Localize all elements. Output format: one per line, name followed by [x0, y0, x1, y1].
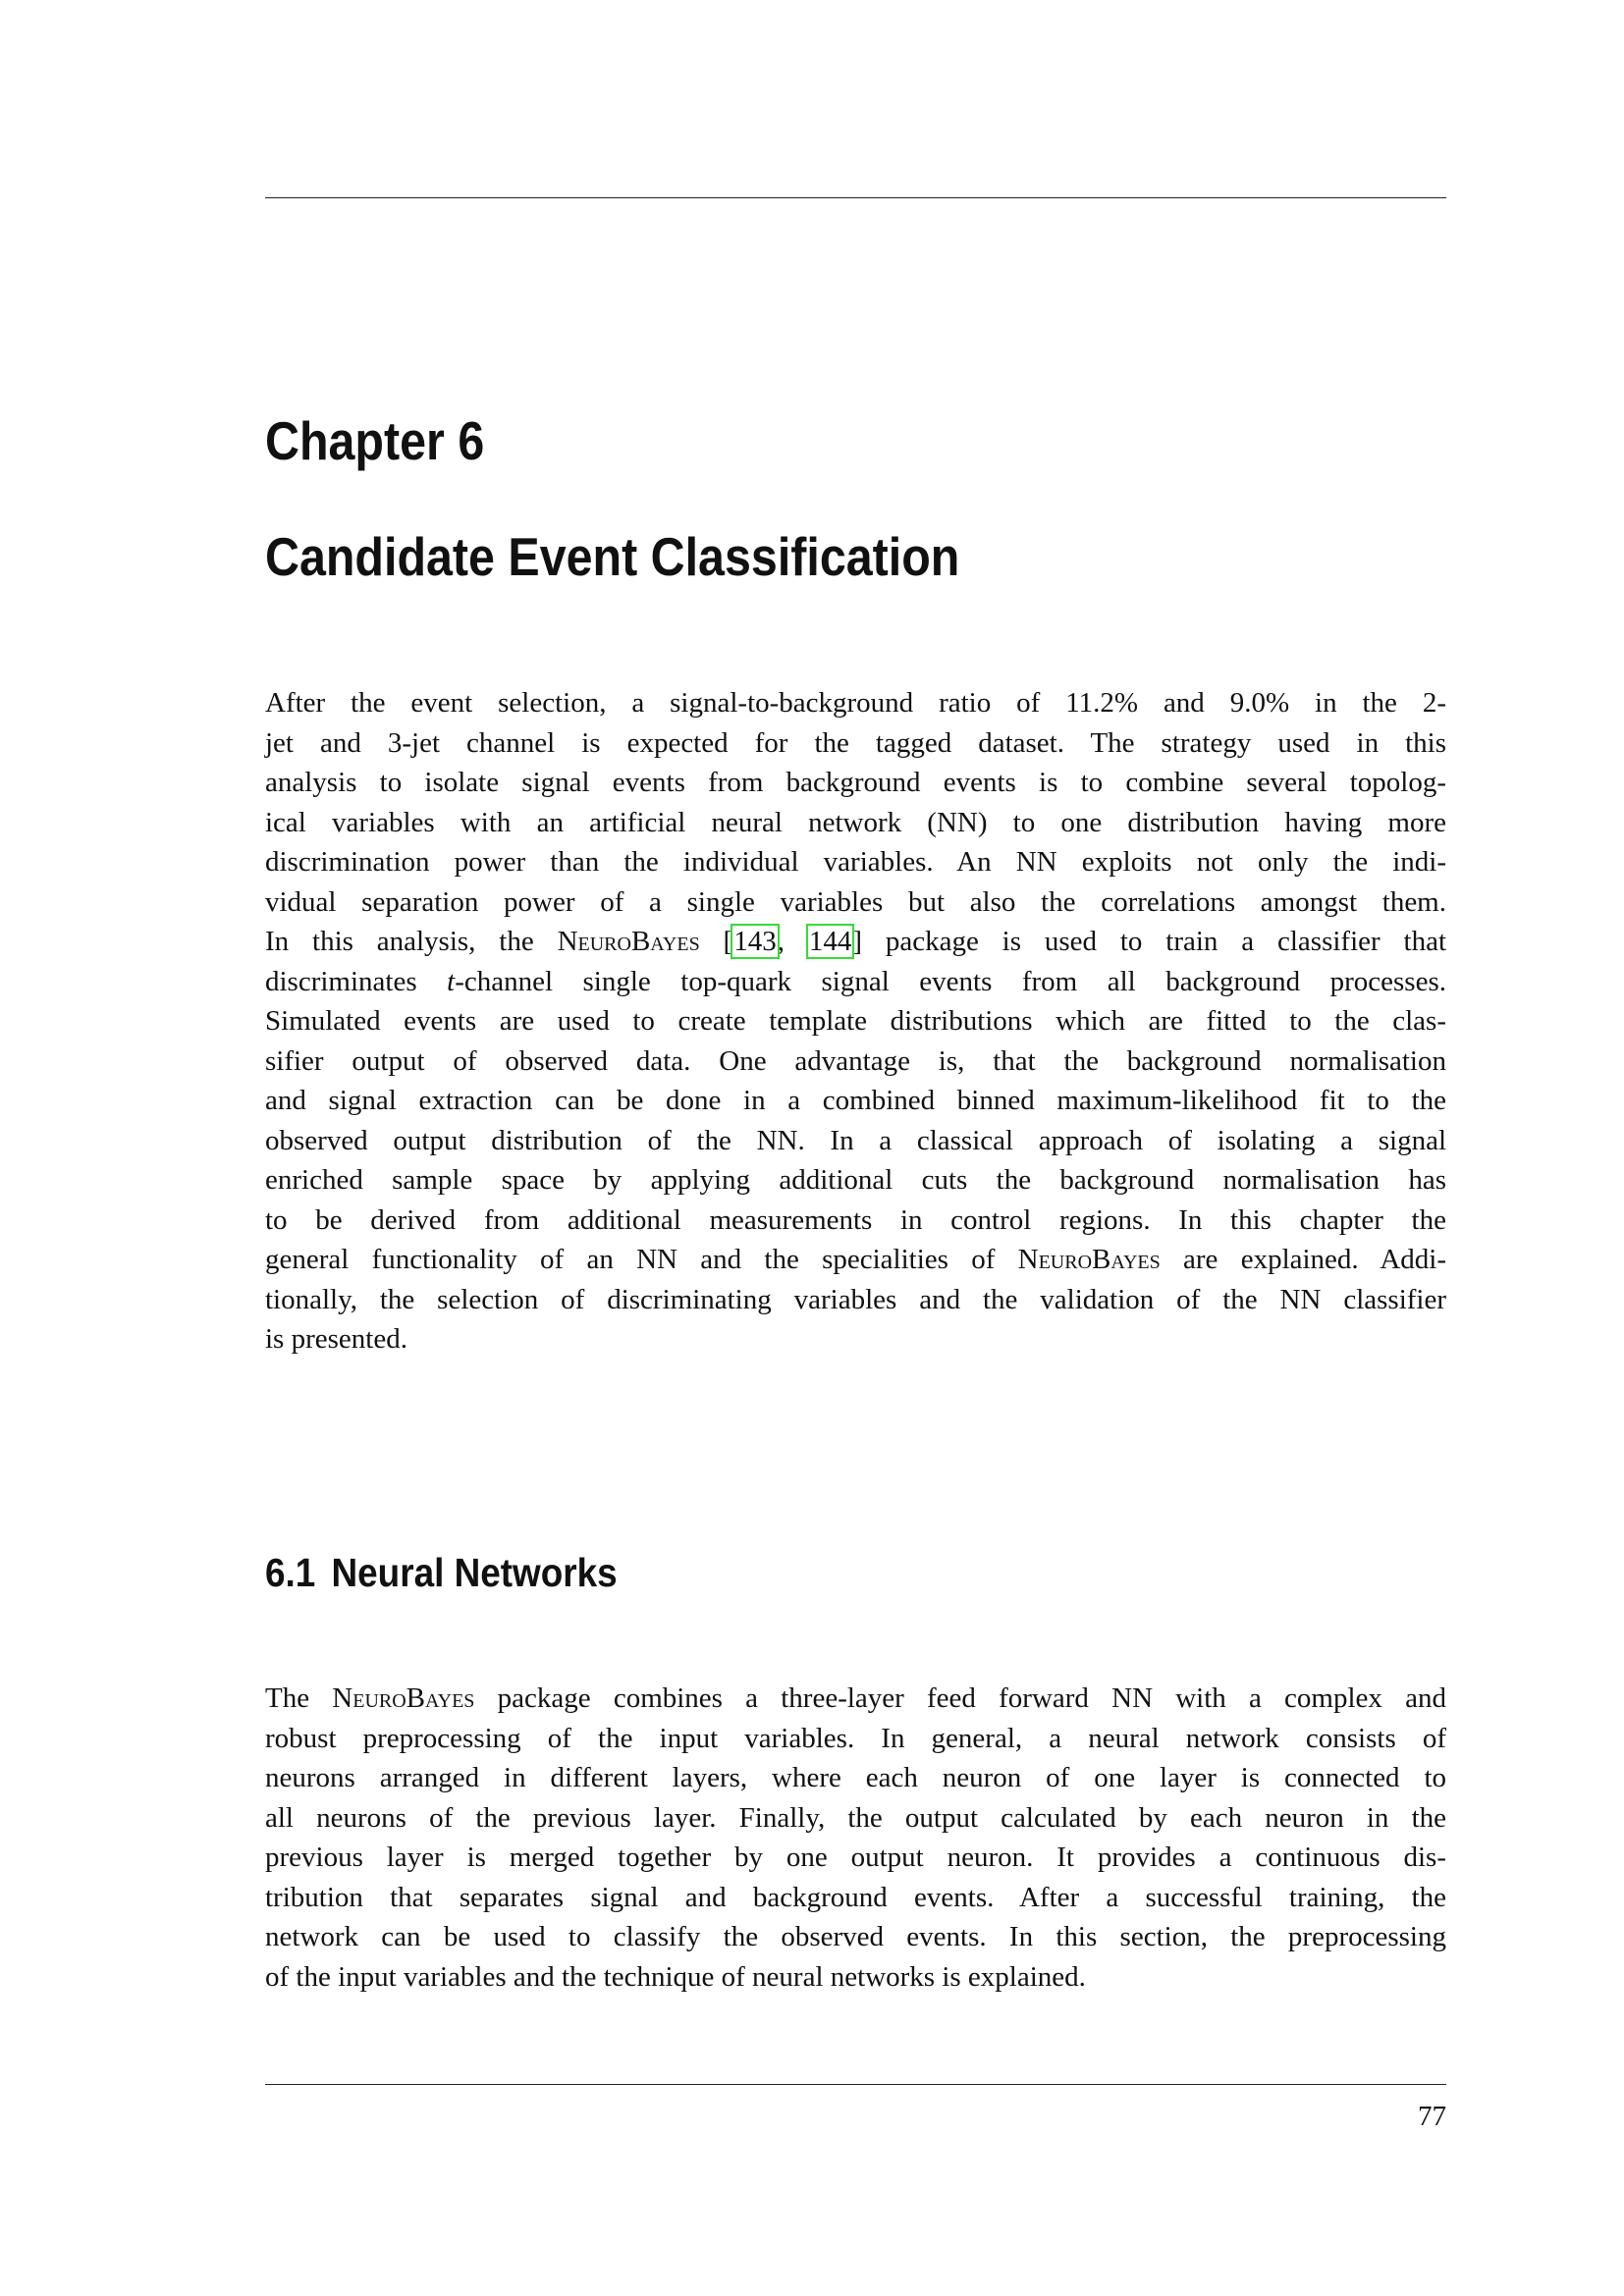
- text-segment: enriched sample space by applying additional cuts the background normalisation has: [265, 1164, 1446, 1196]
- text-segment: Simulated events are used to create template distributions which are fitted to the clas-: [265, 1005, 1446, 1037]
- text-line: [265, 1240, 1446, 1280]
- text-segment: of the input variables and the technique of neural networks is explained.: [265, 1960, 1086, 1993]
- text-line: [265, 1041, 1446, 1082]
- text-line: [265, 1081, 1446, 1121]
- chapter-title: Candidate Event Classification: [265, 526, 960, 587]
- text-segment: and signal extraction can be done in a combined binned maximum-likelihood fit to the: [265, 1085, 1446, 1116]
- text-segment: vidual separation power of a single variables but also the correlations amongst them.: [265, 885, 1446, 918]
- text-line: [265, 842, 1446, 882]
- text-segment: jet and 3-jet channel is expected for the tagged dataset. The strategy used in this: [265, 726, 1446, 759]
- text-line: [265, 1917, 1446, 1957]
- software-name: NeuroBayes: [1017, 1244, 1161, 1275]
- text-segment: sifier output of observed data. One advantage is, that the background normalisation: [265, 1044, 1446, 1077]
- software-name: NeuroBayes: [557, 926, 700, 957]
- text-line: [265, 763, 1446, 803]
- footer-rule: [265, 2084, 1446, 2085]
- text-line: [265, 1679, 1446, 1719]
- text-line: [265, 1319, 1446, 1360]
- header-rule: [265, 197, 1446, 198]
- section-paragraph: [265, 1679, 1446, 1997]
- text-segment: discrimination power than the individual variables. An NN exploits not only the indi-: [265, 846, 1446, 878]
- text-segment: The: [265, 1682, 333, 1714]
- text-line: [265, 1121, 1446, 1161]
- text-segment: observed output distribution of the NN. In a classical approach of isolating a signal: [265, 1124, 1446, 1156]
- text-line: [265, 803, 1446, 843]
- text-line: [265, 922, 1446, 962]
- software-name: NeuroBayes: [332, 1682, 475, 1714]
- text-line: [265, 1160, 1446, 1201]
- text-segment: In this analysis, the: [265, 926, 558, 957]
- text-line: [265, 1838, 1446, 1878]
- text-segment: are explained. Addi-: [1160, 1244, 1447, 1275]
- text-segment: previous layer is merged together by one output neuron. It provides a continuous dis-: [265, 1842, 1446, 1873]
- text-segment: ,: [777, 926, 808, 957]
- text-line: [265, 1798, 1446, 1839]
- text-line: [265, 882, 1446, 923]
- text-line: [265, 683, 1446, 723]
- text-segment: ical variables with an artificial neural network (NN) to one distribution having more: [265, 806, 1446, 838]
- text-segment: analysis to isolate signal events from background events is to combine several topolog-: [265, 767, 1446, 798]
- text-segment: general functionality of an NN and the specialities of: [265, 1244, 1018, 1275]
- text-line: [265, 1758, 1446, 1798]
- text-segment: -channel single top-quark signal events from all background processes.: [455, 965, 1446, 997]
- text-segment: After the event selection, a signal-to-background ratio of 11.2% and 9.0% in the 2-: [265, 687, 1446, 719]
- text-segment: [: [699, 926, 733, 957]
- citation-link[interactable]: 143: [733, 926, 777, 957]
- text-segment: is presented.: [265, 1323, 407, 1355]
- text-segment: discriminates: [265, 965, 448, 997]
- text-segment: tribution that separates signal and background events. After a successful training, the: [265, 1881, 1446, 1913]
- text-line: [265, 1280, 1446, 1320]
- text-segment: package combines a three-layer feed forward NN with a complex and: [474, 1682, 1446, 1714]
- math-symbol: t: [447, 965, 456, 997]
- page-number: 77: [1418, 2101, 1446, 2132]
- section-number: 6.1: [265, 1550, 316, 1595]
- section-heading: [265, 1550, 633, 1595]
- text-segment: robust preprocessing of the input variables. In general, a neural network consists of: [265, 1722, 1446, 1754]
- text-line: [265, 1719, 1446, 1759]
- intro-paragraph: [265, 683, 1446, 1360]
- text-line: [265, 1878, 1446, 1918]
- text-line: [265, 1001, 1446, 1041]
- text-line: [265, 1957, 1446, 1998]
- text-segment: neurons arranged in different layers, where each neuron of one layer is connected to: [265, 1762, 1446, 1793]
- text-line: [265, 723, 1446, 764]
- text-segment: all neurons of the previous layer. Finally, the output calculated by each neuron in the: [265, 1801, 1446, 1834]
- chapter-label: Chapter 6: [265, 410, 485, 471]
- citation-link[interactable]: 144: [808, 926, 852, 957]
- section-title: Neural Networks: [331, 1550, 618, 1595]
- text-segment: tionally, the selection of discriminating variables and the validation of the NN classifier: [265, 1283, 1446, 1315]
- text-segment: network can be used to classify the observed events. In this section, the preprocessing: [265, 1921, 1446, 1952]
- text-line: [265, 962, 1446, 1002]
- text-segment: ] package is used to train a classifier that: [852, 926, 1447, 957]
- text-line: [265, 1201, 1446, 1241]
- text-segment: to be derived from additional measurements in control regions. In this chapter the: [265, 1203, 1446, 1236]
